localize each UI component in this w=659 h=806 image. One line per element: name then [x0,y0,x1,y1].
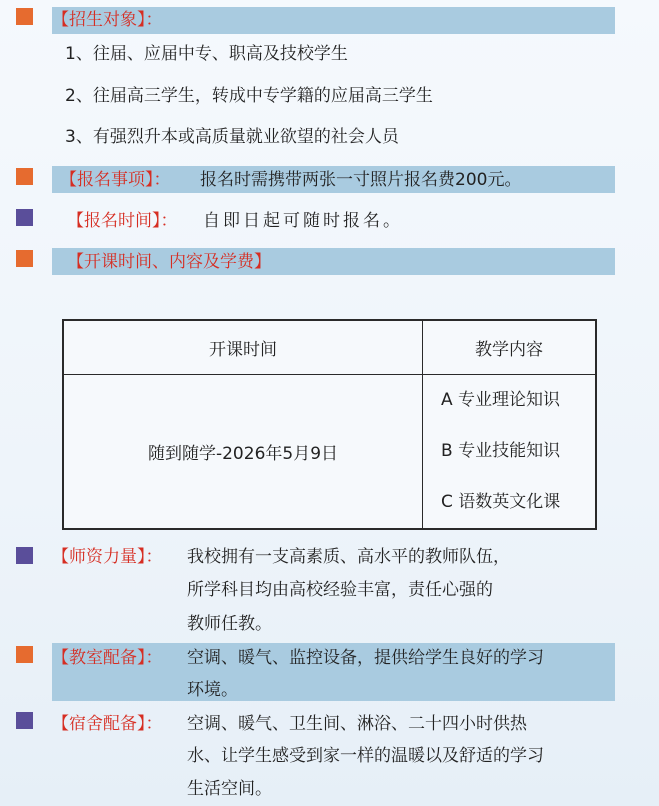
table-cell-content [423,375,597,530]
orange-bullet-icon [16,646,33,663]
content-item-b: B 专业技能知识 [441,441,561,461]
purple-bullet-icon [16,547,33,564]
faculty-line-1: 我校拥有一支高素质、高水平的教师队伍， [187,547,510,567]
dorm-line-3: 生活空间。 [187,779,272,799]
table-header-content: 教学内容 [423,320,597,375]
classroom-label: 【教室配备】： [52,648,163,668]
enrollment-item-1: 1、往届、应届中专、职高及技校学生 [65,44,348,64]
enrollment-item-2: 2、往届高三学生，转成中专学籍的应届高三学生 [65,86,433,106]
reg-time-label: 【报名时间】： [67,211,178,231]
course-table [62,319,597,530]
orange-bullet-icon [16,250,33,267]
reg-time-text: 自即日起可随时报名。 [203,211,403,231]
content-item-a: A 专业理论知识 [441,390,561,410]
faculty-line-3: 教师任教。 [187,614,272,634]
table-cell-start-time: 随到随学-2026年5月9日 [63,375,423,530]
table-header-start-time: 开课时间 [63,320,423,375]
content-item-c: C 语数英文化课 [441,492,561,512]
orange-bullet-icon [16,8,33,25]
classroom-line-1: 空调、暖气、监控设备，提供给学生良好的学习 [187,648,544,668]
purple-bullet-icon [16,712,33,729]
dorm-line-1: 空调、暖气、卫生间、淋浴、二十四小时供热 [187,714,527,734]
registration-text: 报名时需携带两张一寸照片报名费200元。 [200,170,522,190]
enrollment-item-3: 3、有强烈升本或高质量就业欲望的社会人员 [65,127,399,147]
registration-label: 【报名事项】： [60,170,171,190]
purple-bullet-icon [16,209,33,226]
dorm-label: 【宿舍配备】： [52,714,163,734]
dorm-line-2: 水、让学生感受到家一样的温暖以及舒适的学习 [187,746,544,766]
orange-bullet-icon [16,168,33,185]
enrollment-label: 【招生对象】： [52,10,163,30]
faculty-line-2: 所学科目均由高校经验丰富，责任心强的 [187,580,493,600]
course-section-label: 【开课时间、内容及学费】 [67,252,271,272]
faculty-label: 【师资力量】： [52,547,163,567]
classroom-line-2: 环境。 [187,680,238,700]
